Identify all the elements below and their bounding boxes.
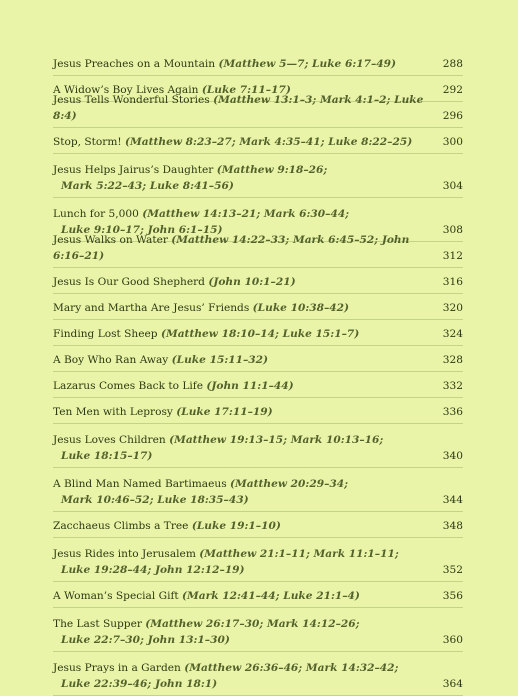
entry-text (53, 162, 437, 194)
entry-text (53, 352, 437, 368)
toc-entry[interactable] (53, 402, 463, 424)
entry-reference: (Matthew 13:1–3; Mark 4:1–2; Luke 8:4) (53, 94, 424, 122)
entry-title: Jesus Loves Children (53, 434, 166, 446)
entry-title: Jesus Helps Jairus’s Daughter (53, 164, 214, 176)
page-number: 304 (442, 180, 463, 192)
page-number: 360 (442, 634, 463, 646)
entry-text (53, 378, 437, 394)
page-number: 288 (442, 58, 463, 70)
page-number: 312 (442, 250, 463, 262)
entry-reference: (Matthew 21:1–11; Mark 11:1–11; (199, 548, 399, 560)
toc-entry[interactable] (53, 272, 463, 294)
entry-text (53, 476, 437, 508)
toc-entry[interactable] (53, 542, 463, 582)
entry-reference-continued: Luke 19:28–44; John 12:12–19) (61, 564, 245, 576)
table-of-contents (53, 54, 463, 696)
page-number: 296 (442, 110, 463, 122)
entry-reference: (Matthew 14:22–33; Mark 6:45–52; John 6:16–21) (53, 234, 410, 262)
entry-text (53, 92, 437, 124)
entry-title: A Boy Who Ran Away (53, 354, 169, 366)
toc-entry[interactable] (53, 324, 463, 346)
page-number: 336 (442, 406, 463, 418)
toc-entry[interactable] (53, 54, 463, 76)
toc-entry[interactable] (53, 158, 463, 198)
toc-entry[interactable] (53, 376, 463, 398)
entry-reference: (Matthew 19:13–15; Mark 10:13–16; (169, 434, 384, 446)
page-number: 308 (442, 224, 463, 236)
entry-reference-continued: Luke 22:39–46; John 18:1) (61, 678, 218, 690)
entry-reference-continued: Luke 9:10–17; John 6:1–15) (61, 224, 223, 236)
entry-text (53, 546, 437, 578)
entry-text (53, 518, 437, 534)
entry-title: Stop, Storm! (53, 136, 122, 148)
entry-title: Mary and Martha Are Jesus’ Friends (53, 302, 250, 314)
entry-title: Lunch for 5,000 (53, 208, 139, 220)
entry-text (53, 56, 437, 72)
entry-reference: (Mark 12:41–44; Luke 21:1–4) (182, 590, 360, 602)
toc-entry[interactable] (53, 472, 463, 512)
entry-reference: (Matthew 5—7; Luke 6:17–49) (218, 58, 397, 70)
page-number: 320 (442, 302, 463, 314)
page-number: 352 (442, 564, 463, 576)
page-number: 316 (442, 276, 463, 288)
entry-title: Jesus Tells Wonderful Stories (53, 94, 210, 106)
entry-reference: (John 10:1–21) (208, 276, 296, 288)
entry-reference: (Luke 7:11–17) (201, 84, 291, 96)
entry-reference-continued: Luke 22:7–30; John 13:1–30) (61, 634, 230, 646)
entry-title: Ten Men with Leprosy (53, 406, 173, 418)
entry-reference: (Matthew 9:18–26; (216, 164, 328, 176)
page-number: 364 (442, 678, 463, 690)
toc-entry[interactable] (53, 350, 463, 372)
entry-title: Finding Lost Sheep (53, 328, 158, 340)
entry-title: A Widow’s Boy Lives Again (53, 84, 199, 96)
page-number: 332 (442, 380, 463, 392)
page-number: 340 (442, 450, 463, 462)
toc-entry[interactable] (53, 298, 463, 320)
entry-reference: (Matthew 26:17–30; Mark 14:12–26; (145, 618, 360, 630)
toc-entry[interactable] (53, 656, 463, 696)
entry-reference: (Matthew 18:10–14; Luke 15:1–7) (160, 328, 360, 340)
entry-text (53, 616, 437, 648)
toc-entry[interactable] (53, 234, 463, 268)
page-number: 356 (442, 590, 463, 602)
entry-text (53, 432, 437, 464)
entry-text (53, 660, 437, 692)
entry-reference: (Luke 19:1–10) (191, 520, 281, 532)
toc-entry[interactable] (53, 132, 463, 154)
entry-reference-continued: Mark 5:22–43; Luke 8:41–56) (61, 180, 234, 192)
entry-title: Jesus Preaches on a Mountain (53, 58, 216, 70)
entry-title: A Woman’s Special Gift (53, 590, 179, 602)
entry-reference: (Matthew 14:13–21; Mark 6:30–44; (142, 208, 350, 220)
entry-title: Jesus Rides into Jerusalem (53, 548, 196, 560)
entry-reference: (Matthew 26:36–46; Mark 14:32–42; (184, 662, 399, 674)
entry-text (53, 404, 437, 420)
toc-entry[interactable] (53, 94, 463, 128)
page-number: 328 (442, 354, 463, 366)
page-number: 344 (442, 494, 463, 506)
toc-entry[interactable] (53, 428, 463, 468)
entry-title: Jesus Is Our Good Shepherd (53, 276, 205, 288)
page-number: 300 (442, 136, 463, 148)
entry-reference: (Luke 15:11–32) (171, 354, 269, 366)
entry-text (53, 300, 437, 316)
page-number: 292 (442, 84, 463, 96)
entry-reference: (Luke 10:38–42) (252, 302, 350, 314)
entry-text (53, 588, 437, 604)
entry-title: A Blind Man Named Bartimaeus (53, 478, 227, 490)
entry-reference: (Luke 17:11–19) (176, 406, 273, 418)
entry-reference: (Matthew 8:23–27; Mark 4:35–41; Luke 8:22–25) (125, 136, 413, 148)
entry-reference: (John 11:1–44) (206, 380, 294, 392)
entry-reference: (Matthew 20:29–34; (230, 478, 349, 490)
entry-reference-continued: Mark 10:46–52; Luke 18:35–43) (61, 494, 249, 506)
entry-title: Jesus Prays in a Garden (53, 662, 181, 674)
toc-entry[interactable] (53, 516, 463, 538)
entry-title: Jesus Walks on Water (53, 234, 168, 246)
entry-title: Zacchaeus Climbs a Tree (53, 520, 189, 532)
entry-text (53, 134, 437, 150)
page-number: 348 (442, 520, 463, 532)
page-number: 324 (442, 328, 463, 340)
entry-title: The Last Supper (53, 618, 142, 630)
toc-entry[interactable] (53, 612, 463, 652)
entry-reference-continued: Luke 18:15–17) (61, 450, 153, 462)
entry-text (53, 274, 437, 290)
entry-text (53, 326, 437, 342)
entry-text (53, 232, 437, 264)
toc-entry[interactable] (53, 586, 463, 608)
entry-title: Lazarus Comes Back to Life (53, 380, 203, 392)
